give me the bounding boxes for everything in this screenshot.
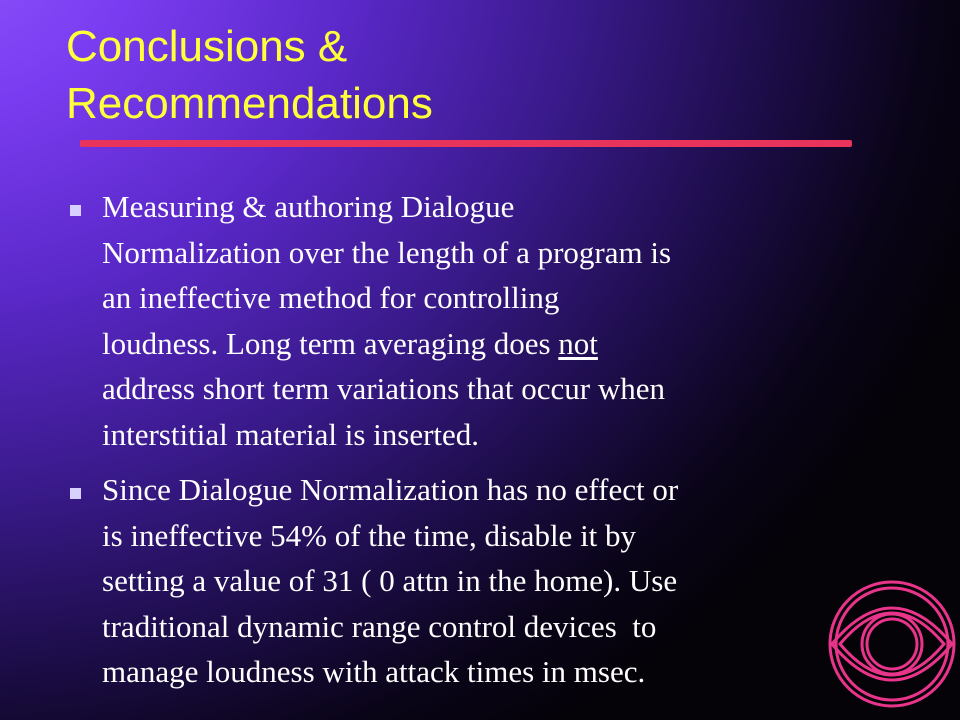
bullet-line: address short term variations that occur when: [102, 371, 665, 406]
bullet-line: manage loudness with attack times in msec.: [102, 654, 646, 689]
bullet-list: [66, 184, 886, 705]
bullet-text: [102, 184, 886, 457]
eye-logo-outer-ring: [830, 582, 954, 706]
bullet-text: [102, 467, 886, 695]
bullet-line: is ineffective 54% of the time, disable it by: [102, 517, 637, 553]
eye-logo-icon: [822, 574, 960, 720]
bullet-line: Normalization over the length of a program is: [102, 234, 672, 270]
bullet-line: Measuring & authoring Dialogue: [102, 189, 515, 224]
underlined-word: not: [558, 325, 598, 361]
bullet-item: [66, 467, 886, 695]
bullet-line: [102, 321, 886, 367]
bullet-item: [66, 184, 886, 457]
bullet-line: setting a value of 31 ( 0 attn in the home). Use: [102, 563, 678, 598]
eye-logo-iris: [862, 614, 922, 674]
slide-title-line: Recommendations: [66, 79, 433, 128]
title-underline-rule: [80, 140, 852, 147]
bullet-line: Since Dialogue Normalization has no effect or: [102, 472, 679, 507]
eye-logo-pupil: [867, 619, 917, 669]
bullet-line: interstitial material is inserted.: [102, 416, 480, 452]
bullet-line: an ineffective method for controlling: [102, 280, 560, 315]
bullet-marker-icon: [70, 488, 81, 499]
slide-title-line: Conclusions &: [66, 22, 348, 71]
bullet-line-text: loudness. Long term averaging does: [102, 325, 559, 361]
eye-logo-inner-ring: [836, 588, 948, 700]
bullet-marker-icon: [70, 205, 81, 216]
slide-title: [66, 18, 886, 132]
bullet-line: traditional dynamic range control devices to: [102, 608, 657, 644]
